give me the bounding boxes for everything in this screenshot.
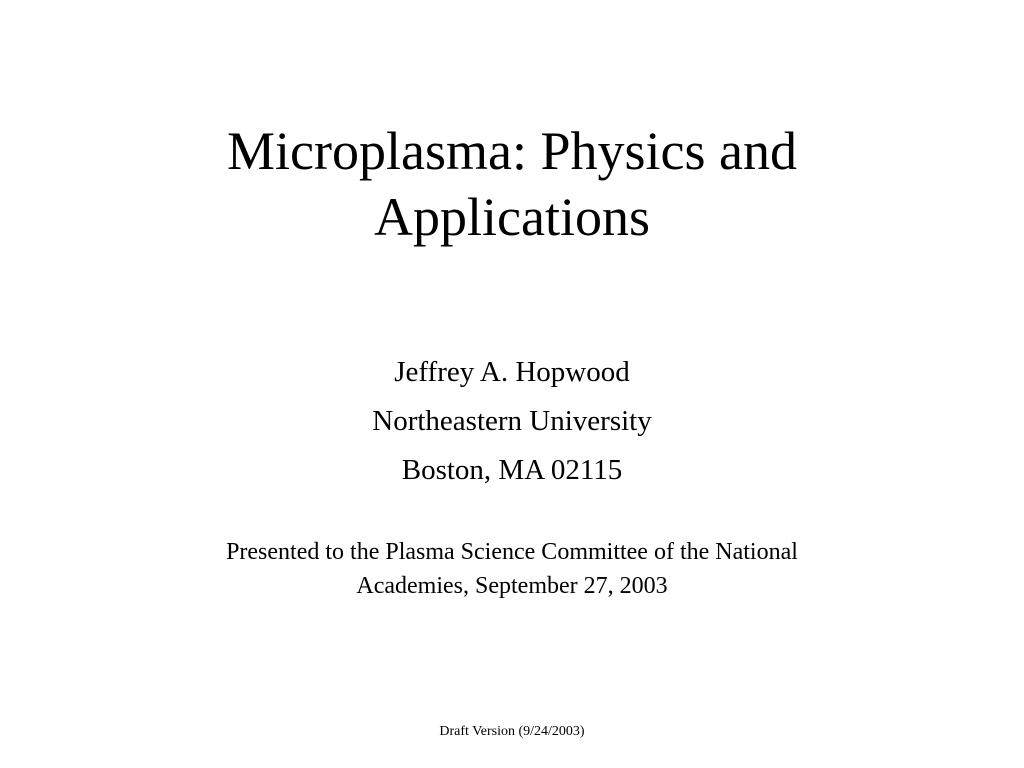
author-affiliation: Northeastern University xyxy=(372,405,652,437)
presentation-note xyxy=(112,535,912,603)
author-location: Boston, MA 02115 xyxy=(401,454,623,486)
author-block xyxy=(112,348,912,495)
presentation-note-line-1: Presented to the Plasma Science Committee of the National xyxy=(226,539,798,565)
author-name: Jeffrey A. Hopwood xyxy=(394,356,630,388)
slide-title-line-1: Microplasma: Physics and xyxy=(227,121,797,181)
slide-title-line-2: Applications xyxy=(374,187,650,247)
presentation-note-line-2: Academies, September 27, 2003 xyxy=(356,573,668,599)
slide-title xyxy=(112,118,912,250)
draft-version-footer: Draft Version (9/24/2003) xyxy=(439,724,585,739)
